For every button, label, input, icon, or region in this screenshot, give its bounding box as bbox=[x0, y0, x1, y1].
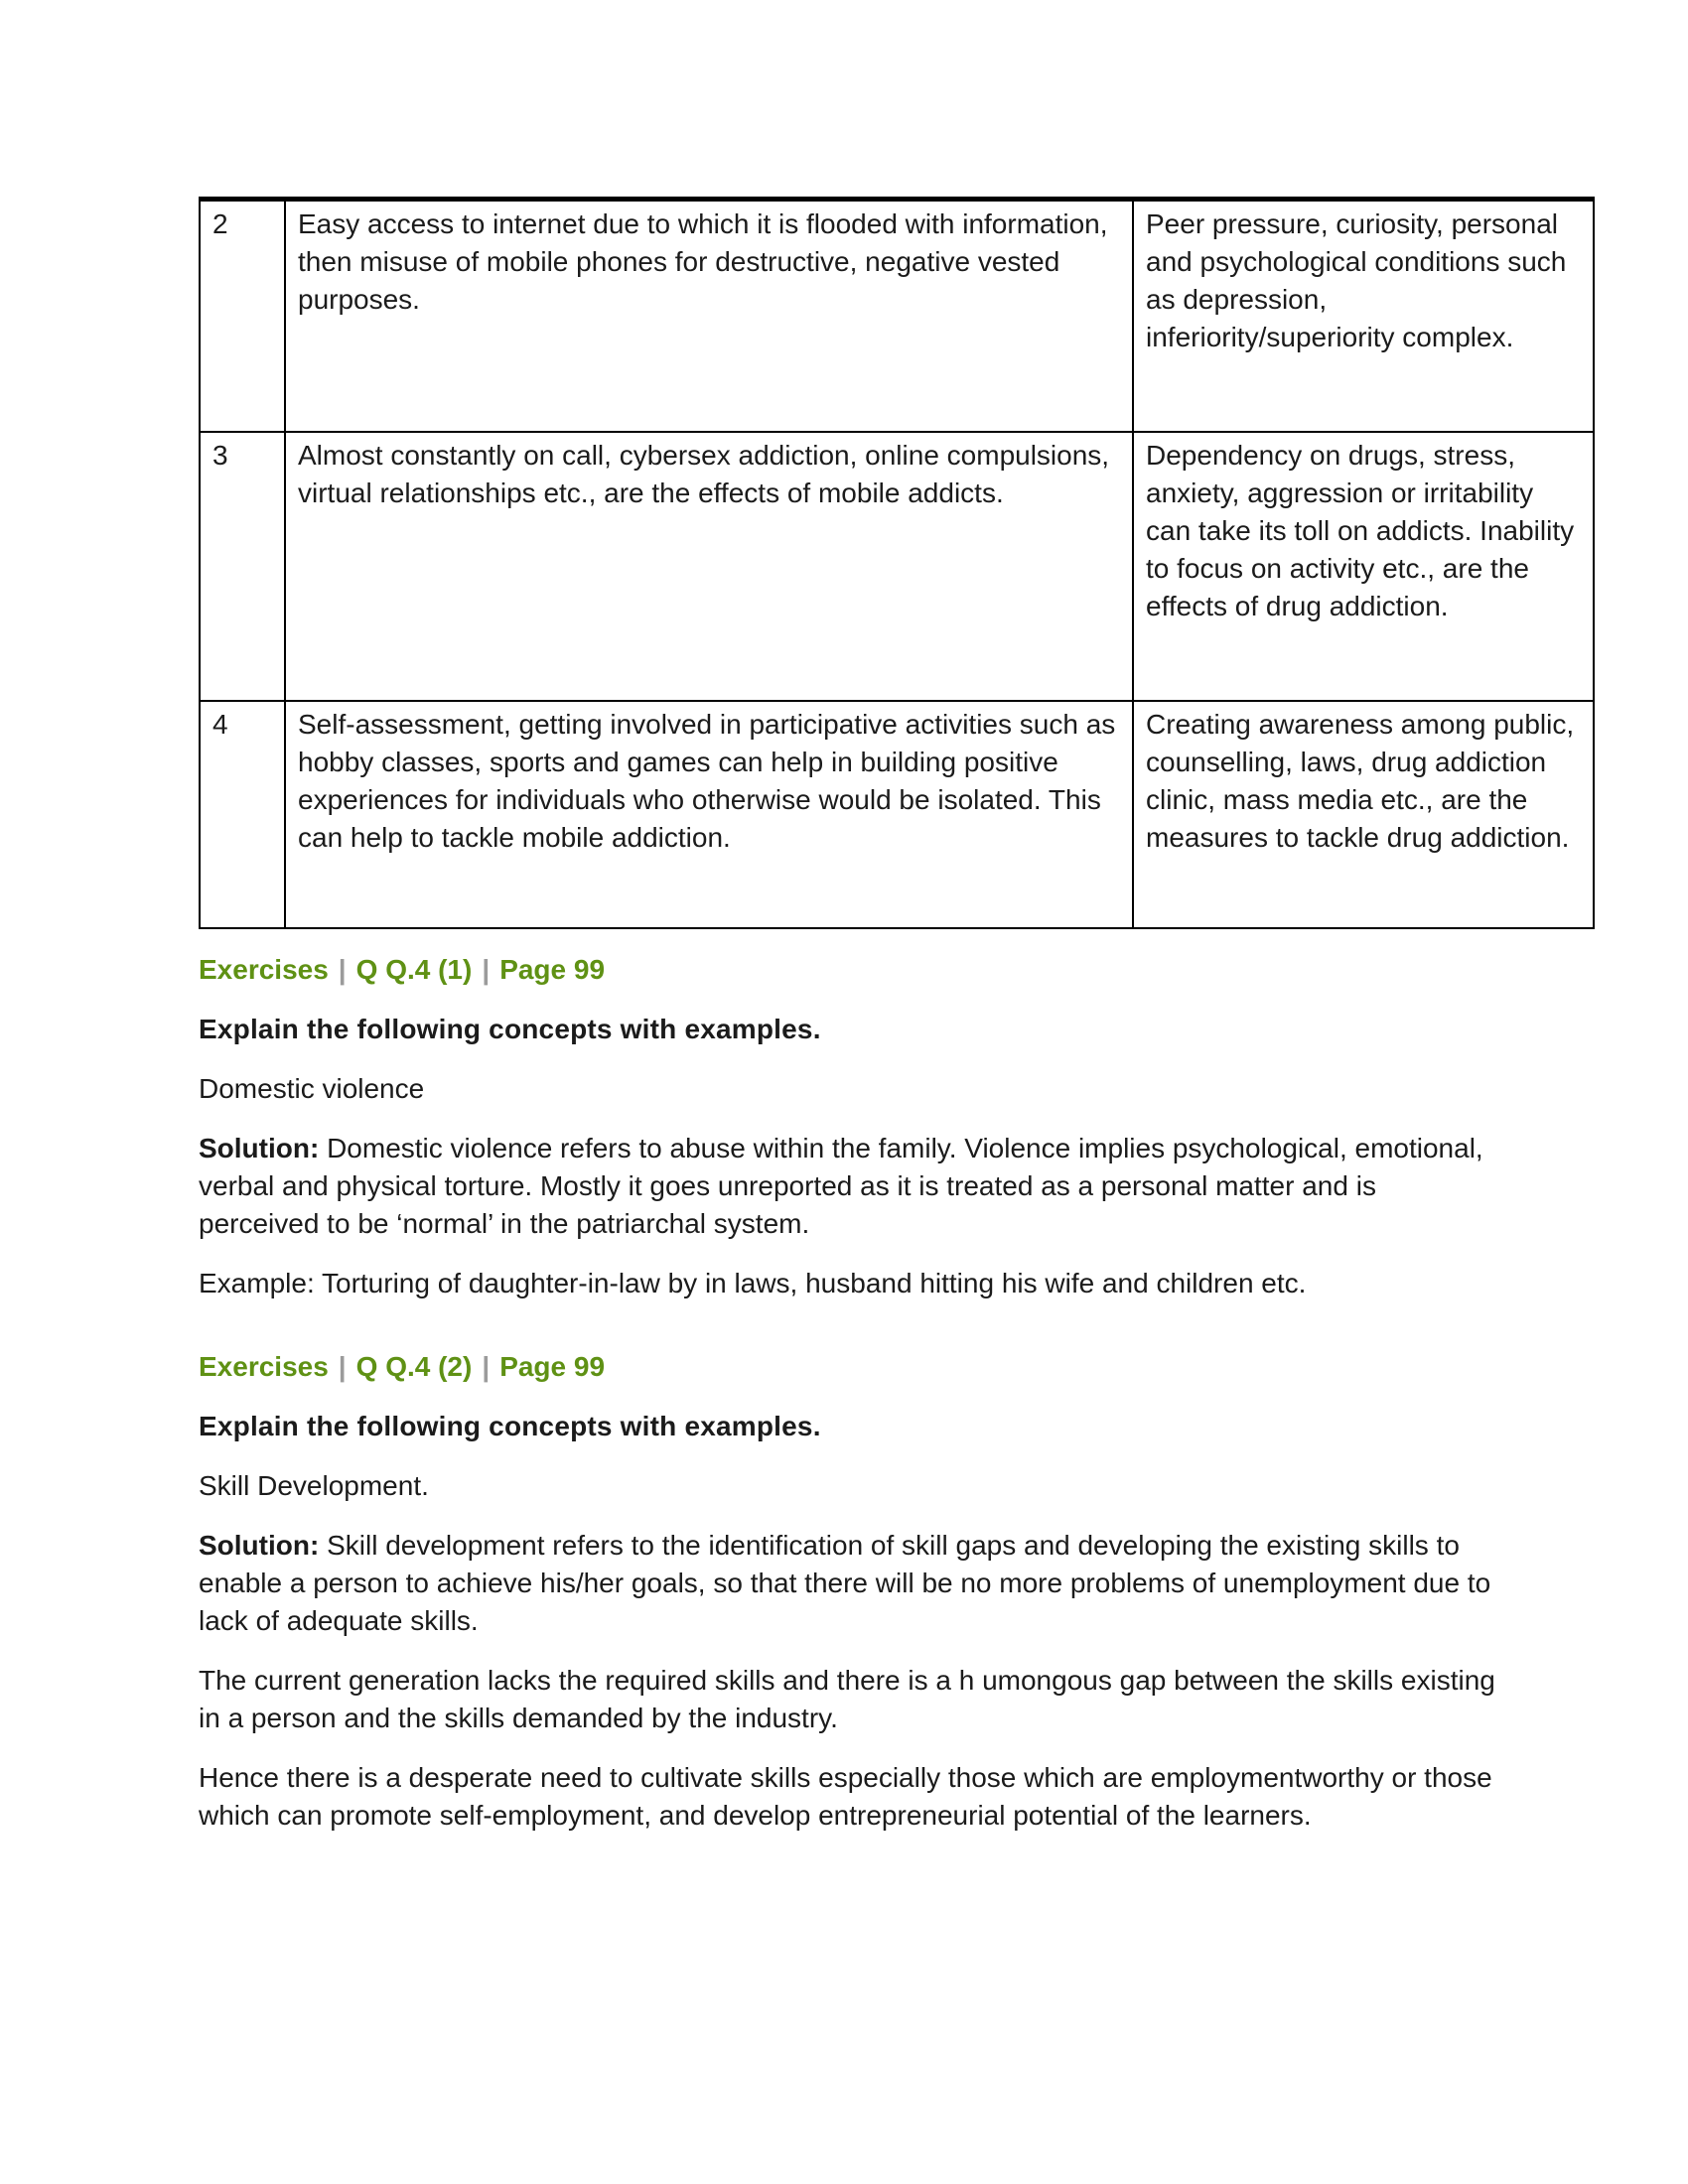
cause-cell: Dependency on drugs, stress, anxiety, aggression or irritability can take its toll on addicts. Inability to focus on activity etc., are the effects of drug addiction. bbox=[1133, 432, 1594, 701]
table-row bbox=[200, 701, 1594, 928]
effect-cell: Easy access to internet due to which it is flooded with information, then misuse of mobile phones for destructive, negative vested purposes. bbox=[285, 200, 1133, 432]
question-ref: Q Q.4 (1) bbox=[355, 953, 473, 985]
pipe-separator: | bbox=[338, 953, 347, 985]
solution-paragraph bbox=[199, 1130, 1499, 1243]
effect-cell: Almost constantly on call, cybersex addiction, online compulsions, virtual relationships etc., are the effects of mobile addicts. bbox=[285, 432, 1133, 701]
comparison-table bbox=[199, 197, 1595, 929]
solution-label: Solution: bbox=[199, 1529, 320, 1561]
question-text: Explain the following concepts with examples. bbox=[199, 1013, 821, 1044]
page-ref: Page 99 bbox=[499, 1350, 606, 1382]
topic-text: Domestic violence bbox=[199, 1072, 425, 1104]
solution-body: Skill development refers to the identification of skill gaps and developing the existing skills to enable a person to achieve his/her goals, so that there will be no more problems of unemployment due to lack of adequate skills. bbox=[199, 1529, 1491, 1636]
pipe-separator: | bbox=[338, 1350, 347, 1382]
exercise-section bbox=[199, 1348, 1519, 1835]
effect-cell: Self-assessment, getting involved in participative activities such as hobby classes, sports and games can help in building positive experiences for individuals who otherwise would be isolated. This can help to tackle mobile addiction. bbox=[285, 701, 1133, 928]
example-paragraph: Example: Torturing of daughter-in-law by in laws, husband hitting his wife and children etc. bbox=[199, 1267, 1307, 1298]
question-text: Explain the following concepts with examples. bbox=[199, 1410, 821, 1441]
solution-label: Solution: bbox=[199, 1132, 320, 1163]
pipe-separator: | bbox=[482, 953, 491, 985]
exercise-label: Exercises bbox=[199, 1350, 329, 1382]
solution-body: Domestic violence refers to abuse within the family. Violence implies psychological, emotional, verbal and physical torture. Mostly it goes unreported as it is treated as a personal matter and is perceived to be ‘normal’ in the patriarchal system. bbox=[199, 1132, 1483, 1239]
page-ref: Page 99 bbox=[499, 953, 606, 985]
exercise-heading bbox=[199, 1348, 1519, 1386]
exercise-label: Exercises bbox=[199, 953, 329, 985]
cause-cell: Creating awareness among public, counselling, laws, drug addiction clinic, mass media etc., are the measures to tackle drug addiction. bbox=[1133, 701, 1594, 928]
cause-cell: Peer pressure, curiosity, personal and psychological conditions such as depression, inferiority/superiority complex. bbox=[1133, 200, 1594, 432]
row-number-cell: 3 bbox=[200, 432, 285, 701]
question-ref: Q Q.4 (2) bbox=[355, 1350, 473, 1382]
exercise-section bbox=[199, 951, 1519, 1302]
pipe-separator: | bbox=[482, 1350, 491, 1382]
topic-text: Skill Development. bbox=[199, 1469, 429, 1501]
document-page bbox=[199, 197, 1575, 1835]
table-row bbox=[200, 200, 1594, 432]
row-number-cell: 4 bbox=[200, 701, 285, 928]
body-paragraph: Hence there is a desperate need to cultivate skills especially those which are employmentworthy or those which can promote self-employment, and develop entrepreneurial potential of the learners. bbox=[199, 1761, 1492, 1831]
body-paragraph: The current generation lacks the required skills and there is a h umongous gap between the skills existing in a person and the skills demanded by the industry. bbox=[199, 1664, 1495, 1733]
row-number-cell: 2 bbox=[200, 200, 285, 432]
exercise-heading bbox=[199, 951, 1519, 989]
table-row bbox=[200, 432, 1594, 701]
solution-paragraph bbox=[199, 1527, 1499, 1640]
